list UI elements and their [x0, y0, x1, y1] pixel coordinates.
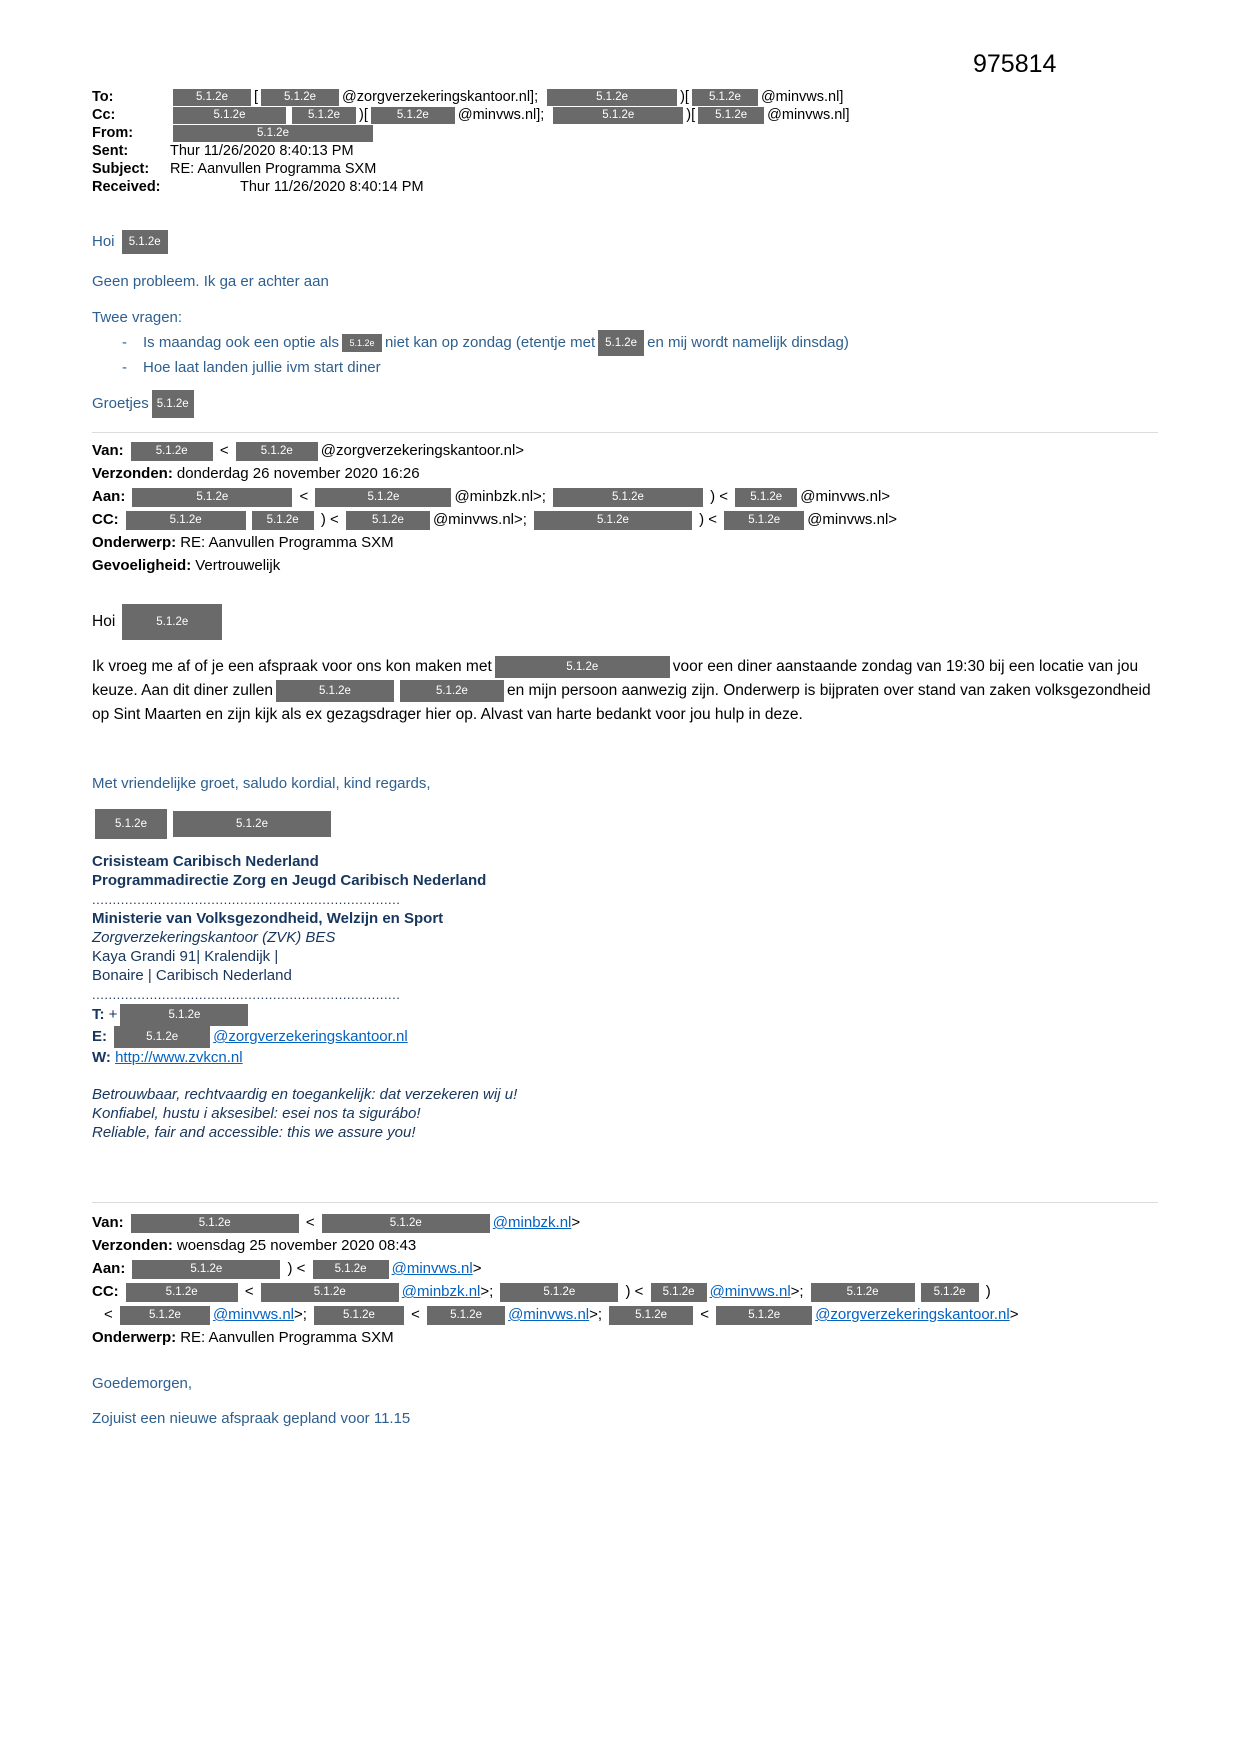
header-row-sent — [92, 142, 1181, 160]
signature-ministry: Ministerie van Volksgezondheid, Welzijn en Sport — [92, 910, 444, 927]
redaction-box: 5.1.2e — [126, 1283, 238, 1302]
header-row-from — [92, 124, 1181, 142]
text-segment: )[ — [359, 107, 368, 123]
sender-name-redacted — [92, 808, 1181, 840]
quoted-email-header-1 — [92, 439, 1181, 577]
sent-label: Sent: — [92, 143, 129, 159]
redaction-box: 5.1.2e — [598, 330, 644, 356]
quoted-email-header-2 — [92, 1211, 1181, 1349]
redaction-box: 5.1.2e — [651, 1283, 707, 1302]
reply-message-body — [92, 230, 1181, 418]
text-segment: Geen probleem. Ik ga er achter aan — [92, 273, 329, 290]
received-value — [170, 179, 424, 195]
quoted-row-verzonden — [92, 462, 1181, 485]
redaction-box: 5.1.2e — [252, 511, 314, 530]
cc-continued-value — [96, 1306, 1018, 1323]
redaction-box: 5.1.2e — [261, 89, 339, 106]
text-segment: >; — [589, 1306, 603, 1323]
text-segment: voor een diner aanstaande zondag van 19:30 bij een locatie van jou keuze. Aan dit diner zullen — [92, 658, 1139, 699]
signoff-line — [92, 390, 1181, 418]
text-segment: RE: Aanvullen Programma SXM — [180, 1329, 394, 1346]
text-segment: - — [122, 333, 127, 351]
signature-org-line: Programmadirectie Zorg en Jeugd Caribisch Nederland — [92, 872, 487, 889]
email-link[interactable]: @zorgverzekeringskantoor.nl — [815, 1306, 1010, 1323]
quoted-row-verzonden — [92, 1234, 1181, 1257]
van-value — [128, 442, 524, 459]
redaction-box: 5.1.2e — [173, 125, 373, 142]
sent-value — [170, 143, 354, 159]
signature-block — [92, 852, 1181, 1142]
header-row-received — [92, 178, 1181, 196]
quoted-row-aan — [92, 485, 1181, 508]
signature-address: Bonaire | Caribisch Nederland — [92, 967, 292, 984]
email-link[interactable]: @minvws.nl — [508, 1306, 590, 1323]
closing-line: Met vriendelijke groet, saludo kordial, kind regards, — [92, 775, 431, 792]
redaction-box: 5.1.2e — [921, 1283, 979, 1302]
field-label: W: — [92, 1049, 116, 1066]
redaction-box: 5.1.2e — [313, 1260, 389, 1279]
text-segment: Thur 11/26/2020 8:40:13 PM — [170, 143, 354, 159]
email-link[interactable]: @minbzk.nl — [492, 1214, 572, 1231]
signature-email — [92, 1026, 1181, 1048]
spacer — [307, 1315, 311, 1316]
text-segment: < — [215, 442, 233, 459]
redaction-box: 5.1.2e — [173, 107, 286, 124]
email-header — [92, 88, 1181, 196]
quoted-row-cc — [92, 1280, 1181, 1303]
text-segment: donderdag 26 november 2020 16:26 — [176, 465, 420, 482]
text-segment: Ik vroeg me af of je een afspraak voor ons kon maken met — [92, 658, 492, 675]
to-value — [170, 89, 843, 105]
redaction-box: 5.1.2e — [371, 107, 455, 124]
redaction-box: 5.1.2e — [132, 488, 292, 507]
verzonden-label: Verzonden: — [92, 465, 173, 482]
redaction-box: 5.1.2e — [292, 107, 356, 124]
text-segment: Twee vragen: — [92, 309, 183, 326]
text-segment: @zorgverzekeringskantoor.nl> — [320, 442, 525, 459]
document-number: 975814 — [973, 50, 1057, 78]
signature-slogans — [92, 1085, 1181, 1142]
bullet-line — [92, 358, 1181, 378]
van-label: Van: — [92, 1214, 124, 1231]
redaction-box: 5.1.2e — [735, 488, 797, 507]
text-segment: - — [122, 359, 127, 376]
aan-label: Aan: — [92, 1260, 126, 1277]
redaction-box: 5.1.2e — [547, 89, 677, 106]
text-segment: Vertrouwelijk — [195, 557, 281, 574]
spacer — [602, 1315, 606, 1316]
cc-value — [123, 1283, 991, 1300]
gevoeligheid-label: Gevoeligheid: — [92, 557, 192, 574]
dotted-divider: ........................................................................... — [92, 892, 401, 907]
body-line: Zojuist een nieuwe afspraak gepland voor 11.15 — [92, 1410, 411, 1427]
greeting-line — [92, 230, 1181, 254]
spacer — [115, 621, 119, 622]
onderwerp-label: Onderwerp: — [92, 1329, 177, 1346]
spacer — [493, 1292, 497, 1293]
spacer — [96, 1315, 104, 1316]
text-segment: >; — [480, 1283, 494, 1300]
text-segment: ) < — [621, 1283, 648, 1300]
redaction-box: 5.1.2e — [131, 442, 213, 461]
redaction-box: 5.1.2e — [122, 230, 168, 254]
spacer — [92, 343, 122, 344]
greeting-line: Goedemorgen, — [92, 1375, 193, 1392]
slogan-papiamento: Konfiabel, hustu i aksesibel: esei nos ta sigurábo! — [92, 1105, 421, 1122]
field-label: E: — [92, 1027, 112, 1045]
text-segment: )[ — [680, 89, 689, 105]
quoted-row-onderwerp — [92, 531, 1181, 554]
received-label: Received: — [92, 179, 161, 195]
cc-value — [123, 511, 897, 528]
spacer — [544, 115, 550, 116]
redaction-box: 5.1.2e — [609, 1306, 693, 1325]
quoted-row-cc-continued — [92, 1303, 1181, 1326]
text-segment: < — [301, 1214, 319, 1231]
subject-label: Subject: — [92, 161, 150, 177]
aan-value — [129, 488, 890, 505]
redaction-box: 5.1.2e — [342, 334, 382, 352]
text-segment: < — [104, 1306, 117, 1323]
header-row-to — [92, 88, 1181, 106]
redaction-box: 5.1.2e — [122, 604, 222, 640]
cc-label: CC: — [92, 1283, 119, 1300]
text-segment: Groetjes — [92, 394, 149, 412]
bullet-line — [92, 330, 1181, 356]
redaction-box: 5.1.2e — [120, 1004, 248, 1026]
quoted-message-body — [92, 603, 1181, 840]
text-segment: Hoi — [92, 232, 119, 250]
text-segment: < — [295, 488, 313, 505]
signature-department: Zorgverzekeringskantoor (ZVK) BES — [92, 929, 336, 946]
text-segment: woensdag 25 november 2020 08:43 — [176, 1237, 417, 1254]
quoted-row-gevoeligheid — [92, 554, 1181, 577]
signature-address: Kaya Grandi 91| Kralendijk | — [92, 948, 279, 965]
redaction-box: 5.1.2e — [126, 511, 246, 530]
redaction-box: 5.1.2e — [173, 811, 331, 837]
text-segment: Is maandag ook een optie als — [143, 333, 339, 351]
cc-label: Cc: — [92, 107, 116, 123]
text-segment: )[ — [686, 107, 696, 123]
slogan-dutch: Betrouwbaar, rechtvaardig en toegankelijk: dat verzekeren wij u! — [92, 1086, 518, 1103]
onderwerp-label: Onderwerp: — [92, 534, 177, 551]
quoted-row-van — [92, 1211, 1181, 1234]
spacer — [127, 343, 143, 344]
redaction-box: 5.1.2e — [315, 488, 451, 507]
text-segment: Hoi — [92, 613, 116, 630]
redaction-box: 5.1.2e — [716, 1306, 812, 1325]
spacer — [804, 1292, 808, 1293]
cc-value — [170, 107, 850, 123]
text-segment: en mij wordt namelijk dinsdag) — [647, 333, 849, 351]
message-separator — [92, 432, 1158, 433]
header-row-subject — [92, 160, 1181, 178]
gevoeligheid-value — [195, 557, 280, 574]
text-segment: [ — [254, 89, 259, 105]
text-segment: < — [406, 1306, 425, 1323]
verzonden-label: Verzonden: — [92, 1237, 173, 1254]
aan-value — [129, 1260, 481, 1277]
text-segment: > — [1009, 1306, 1019, 1323]
email-link[interactable]: @minvws.nl — [212, 1306, 295, 1323]
quoted-row-cc — [92, 508, 1181, 531]
van-label: Van: — [92, 442, 124, 459]
text-segment: RE: Aanvullen Programma SXM — [170, 161, 377, 177]
text-segment: > — [571, 1214, 581, 1231]
redaction-box: 5.1.2e — [120, 1306, 210, 1325]
signature-org-line: Crisisteam Caribisch Nederland — [92, 853, 319, 870]
final-message-body — [92, 1375, 1181, 1427]
email-link[interactable]: @minbzk.nl — [401, 1283, 481, 1300]
body-line — [92, 272, 1181, 292]
text-segment: @zorgverzekeringskantoor.nl]; — [342, 89, 539, 105]
text-segment: niet kan op zondag (etentje met — [384, 333, 596, 351]
email-link[interactable]: @minvws.nl — [391, 1260, 473, 1277]
redaction-box: 5.1.2e — [500, 1283, 618, 1302]
header-row-cc — [92, 106, 1181, 124]
van-value — [128, 1214, 580, 1231]
greeting-line — [92, 603, 1181, 641]
redaction-box: 5.1.2e — [152, 390, 194, 418]
verzonden-value — [177, 465, 420, 482]
text-segment: @minbzk.nl>; — [454, 488, 546, 505]
text-segment: @minvws.nl> — [800, 488, 891, 505]
aan-label: Aan: — [92, 488, 126, 505]
slogan-english: Reliable, fair and accessible: this we assure you! — [92, 1124, 416, 1141]
redaction-box: 5.1.2e — [724, 511, 804, 530]
spacer — [127, 368, 143, 369]
text-segment: < — [240, 1283, 258, 1300]
email-link[interactable]: @minvws.nl — [709, 1283, 791, 1300]
redaction-box: 5.1.2e — [236, 442, 318, 461]
cc-label: CC: — [92, 511, 119, 528]
redaction-box: 5.1.2e — [276, 680, 394, 702]
redaction-box: 5.1.2e — [346, 511, 430, 530]
redaction-box: 5.1.2e — [495, 656, 670, 678]
redaction-box: 5.1.2e — [692, 89, 758, 106]
redaction-box: 5.1.2e — [322, 1214, 490, 1233]
redaction-box: 5.1.2e — [553, 107, 683, 124]
spacer — [538, 97, 544, 98]
redaction-box: 5.1.2e — [114, 1026, 210, 1048]
subject-value — [170, 161, 376, 177]
text-segment: @minvws.nl]; — [457, 107, 545, 123]
redaction-box: 5.1.2e — [553, 488, 703, 507]
text-segment: > — [472, 1260, 482, 1277]
text-segment: RE: Aanvullen Programma SXM — [180, 534, 394, 551]
dotted-divider: ........................................................................... — [92, 987, 401, 1002]
redaction-box: 5.1.2e — [534, 511, 692, 530]
text-segment: Hoe laat landen jullie ivm start diner — [143, 359, 381, 376]
text-segment: < — [696, 1306, 714, 1323]
redaction-box: 5.1.2e — [261, 1283, 399, 1302]
text-segment: ) < — [316, 511, 343, 528]
text-segment: >; — [294, 1306, 307, 1323]
redaction-box: 5.1.2e — [400, 680, 504, 702]
text-segment: ) — [981, 1283, 991, 1300]
redaction-box: 5.1.2e — [427, 1306, 505, 1325]
spacer — [92, 368, 122, 369]
email-link[interactable]: @zorgverzekeringskantoor.nl — [213, 1027, 408, 1045]
body-line — [92, 308, 1181, 328]
text-segment: @minvws.nl>; — [432, 511, 527, 528]
text-segment: >; — [790, 1283, 804, 1300]
redaction-box: 5.1.2e — [314, 1306, 404, 1325]
message-paragraph — [92, 655, 1154, 727]
verzonden-value — [177, 1237, 416, 1254]
email-link[interactable]: http://www.zvkcn.nl — [115, 1049, 243, 1066]
redaction-box: 5.1.2e — [173, 89, 251, 106]
text-segment: @minvws.nl> — [807, 511, 898, 528]
redaction-box: 5.1.2e — [811, 1283, 915, 1302]
quoted-row-aan — [92, 1257, 1181, 1280]
text-segment: @minvws.nl] — [767, 107, 850, 123]
redaction-box: 5.1.2e — [95, 809, 167, 839]
text-segment: ) < — [694, 511, 722, 528]
onderwerp-value — [180, 1329, 393, 1346]
onderwerp-value — [180, 534, 393, 551]
spacer — [546, 497, 550, 498]
spacer — [527, 520, 531, 521]
quoted-row-onderwerp — [92, 1326, 1181, 1349]
text-segment: ) < — [705, 488, 733, 505]
redaction-box: 5.1.2e — [131, 1214, 299, 1233]
text-segment: @minvws.nl] — [760, 89, 844, 105]
from-value — [170, 125, 376, 141]
signature-phone — [92, 1004, 1181, 1026]
field-label: T: — [92, 1005, 109, 1023]
redaction-box: 5.1.2e — [698, 107, 764, 124]
spacer — [170, 187, 240, 188]
text-segment: + — [108, 1005, 118, 1023]
redaction-box: 5.1.2e — [132, 1260, 280, 1279]
to-label: To: — [92, 89, 114, 105]
text-segment: ) < — [283, 1260, 310, 1277]
text-segment: en mijn persoon aanwezig zijn. Onderwerp is bijpraten over stand van zaken volksgezondheid op Sint Maarten en zijn kijk als ex gezagsdrager hier op. Alvast van harte bedankt voor jou hulp in deze. — [92, 682, 1151, 723]
message-separator — [92, 1202, 1158, 1203]
quoted-row-van — [92, 439, 1181, 462]
from-label: From: — [92, 125, 134, 141]
signature-website — [92, 1048, 1181, 1067]
text-segment: Thur 11/26/2020 8:40:14 PM — [240, 179, 424, 195]
